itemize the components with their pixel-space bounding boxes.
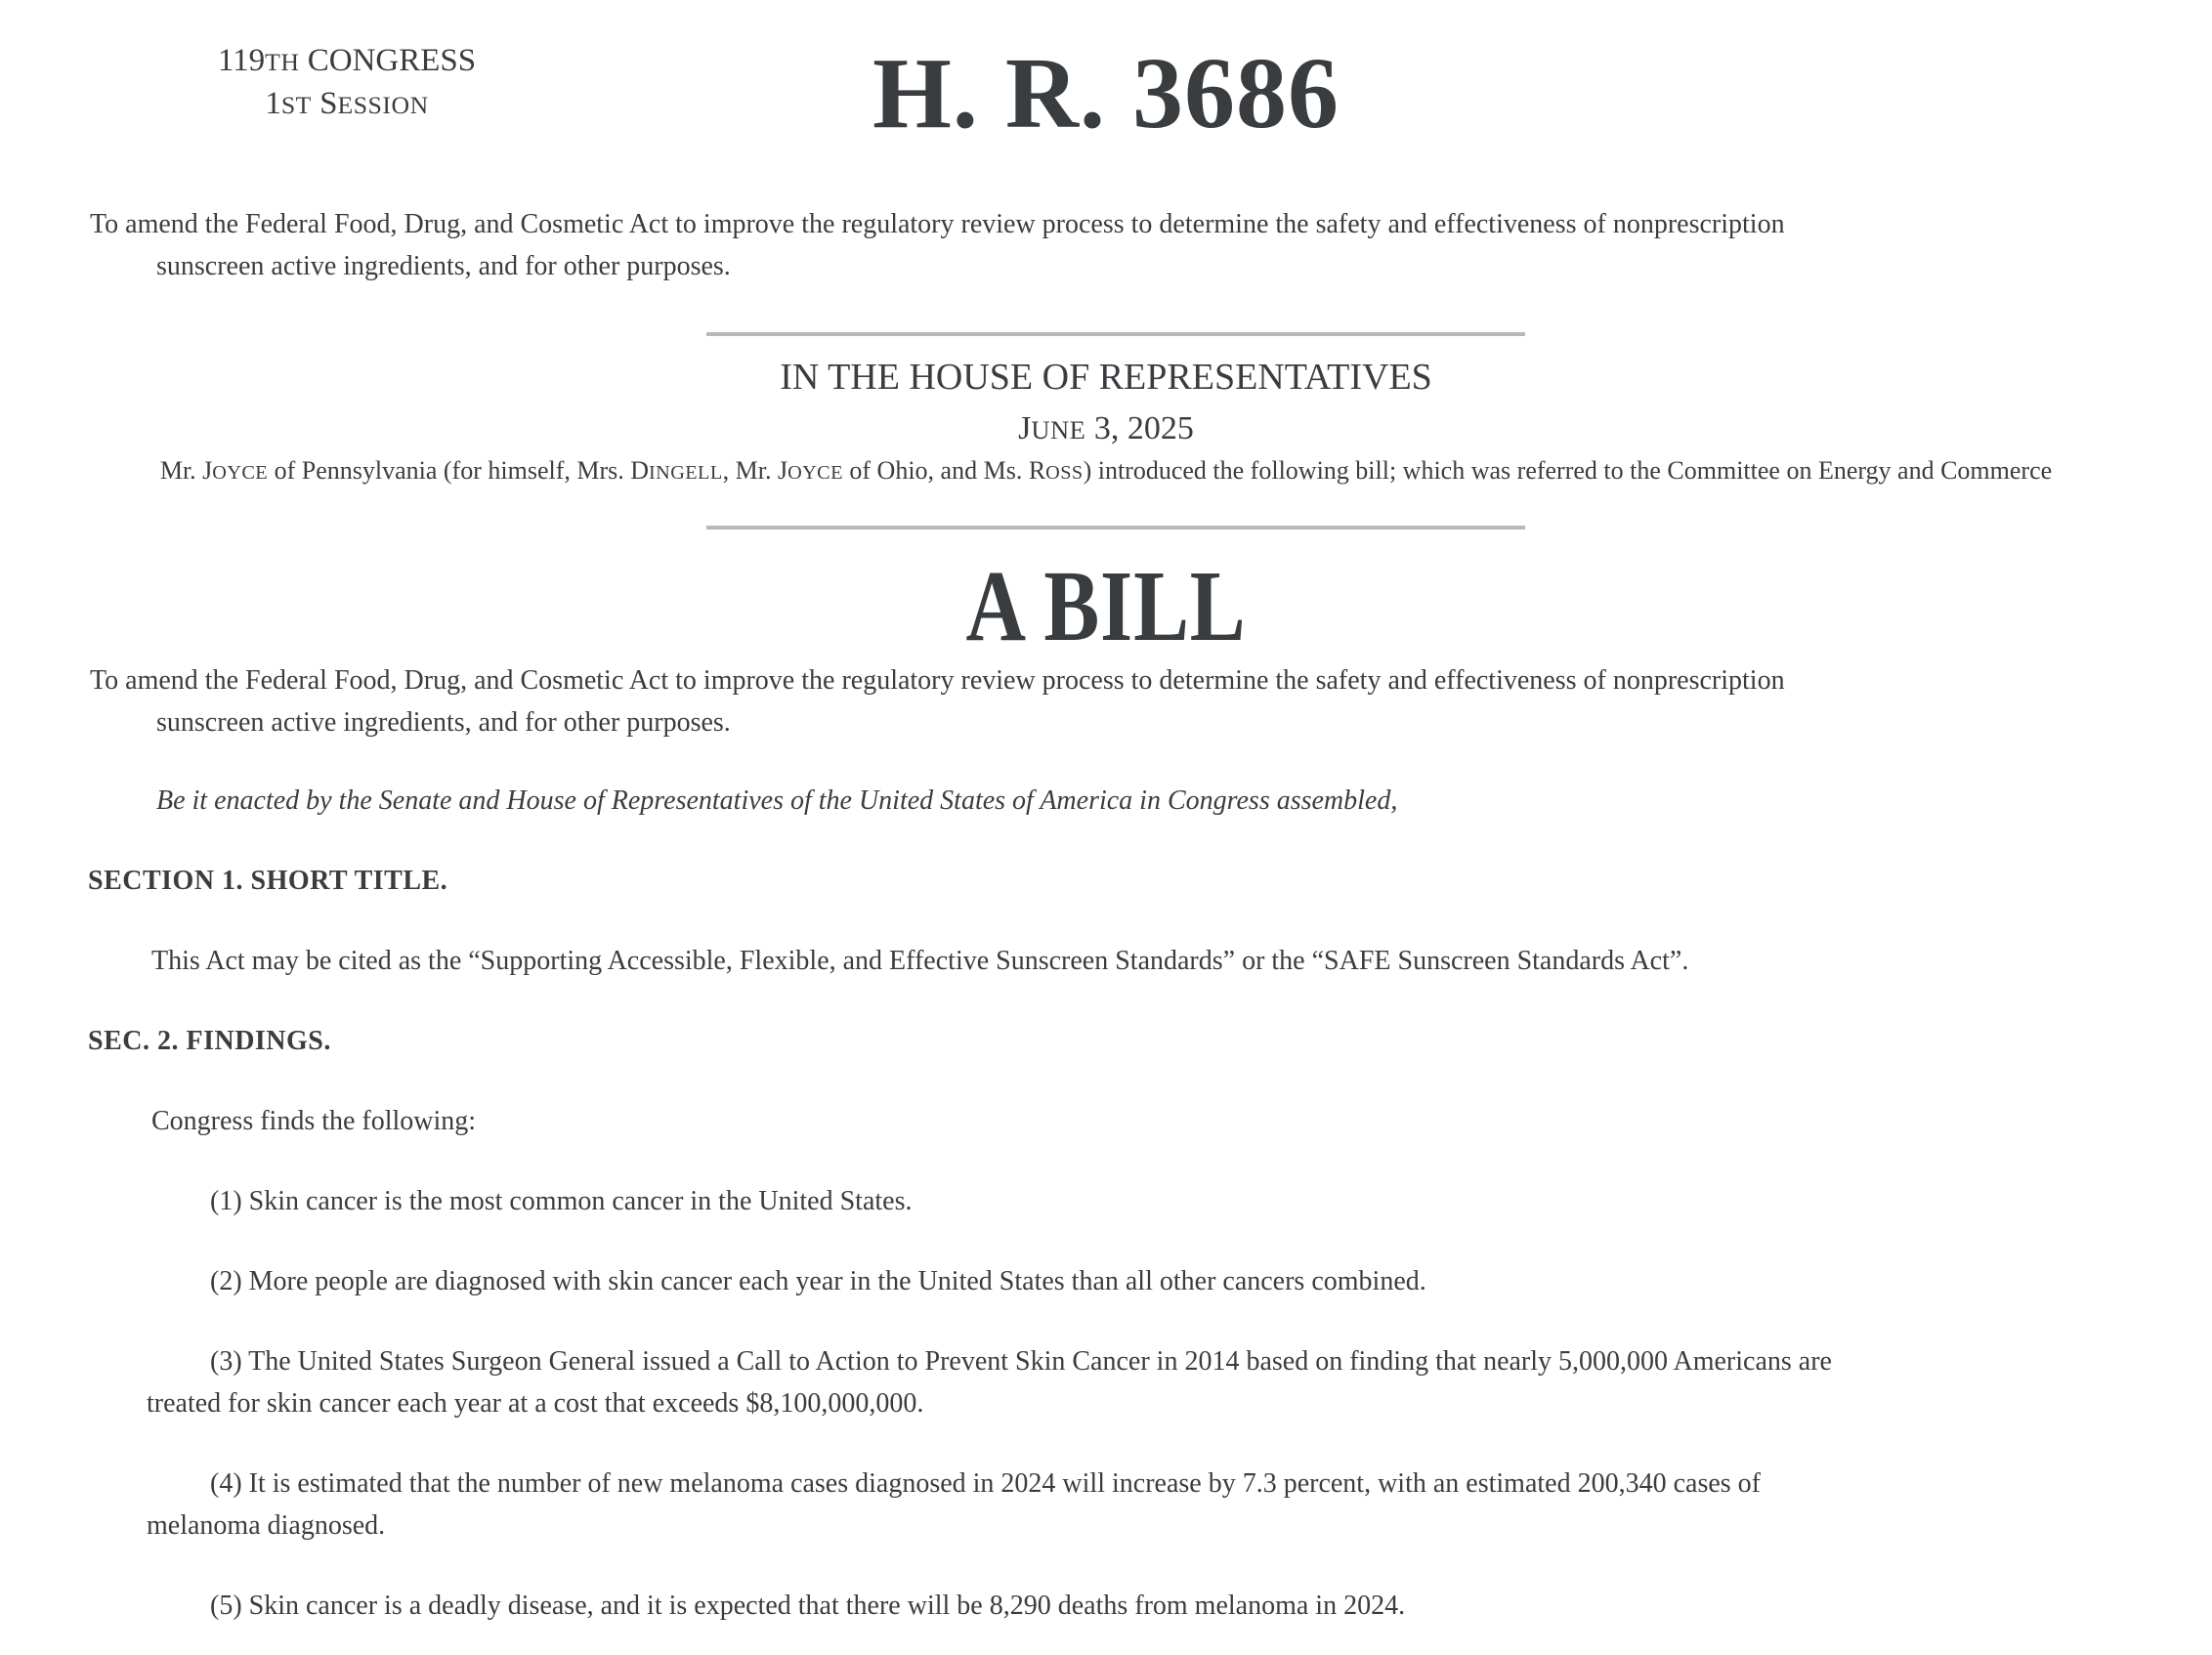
- separator-rule-top: [706, 332, 1525, 336]
- small-caps-text: OYCE: [212, 462, 269, 484]
- small-caps-text: INGELL: [649, 462, 723, 484]
- small-caps-text: ESSION: [337, 91, 429, 119]
- text-segment: 1: [265, 86, 281, 121]
- text-segment: S: [311, 86, 338, 121]
- findings-list: [147, 1180, 2212, 1655]
- introduction-date: [0, 409, 2212, 449]
- finding-item: [147, 1180, 2212, 1222]
- text-line: melanoma diagnosed.: [147, 1510, 386, 1541]
- finding-item: [147, 1340, 2212, 1424]
- text-segment: of Pennsylvania (for himself, Mrs. D: [268, 456, 650, 485]
- text-line: treated for skin cancer each year at a cost that exceeds $8,100,000,000.: [147, 1388, 924, 1419]
- section-1-heading: SECTION 1. SHORT TITLE.: [88, 866, 448, 896]
- text-line: (5) Skin cancer is a deadly disease, and it is expected that there will be 8,290 deaths from melanoma in 2024.: [210, 1591, 1406, 1621]
- preamble-paragraph: [90, 203, 1785, 287]
- small-caps-text: UNE: [1031, 415, 1086, 445]
- sponsor-line: [0, 455, 2212, 486]
- enacting-clause: Be it enacted by the Senate and House of Representatives of the United States of America in Congress assembled,: [156, 785, 1398, 816]
- text-line: (3) The United States Surgeon General issued a Call to Action to Prevent Skin Cancer in 2014 based on finding that nearly 5,000,000 Americans are: [210, 1346, 1832, 1377]
- separator-rule-bottom: [706, 526, 1525, 530]
- section-2-intro: Congress finds the following:: [151, 1106, 477, 1136]
- a-bill-heading: A BILL: [965, 550, 1247, 662]
- preamble-paragraph-2: [90, 659, 1785, 743]
- text-line: To amend the Federal Food, Drug, and Cosmetic Act to improve the regulatory review process to determine the safety and effectiveness of nonprescription: [90, 209, 1785, 239]
- finding-item: [147, 1463, 2212, 1547]
- text-segment: 119: [217, 43, 266, 78]
- text-segment: of Ohio, and Ms. R: [842, 456, 1046, 485]
- text-segment: Mr. J: [159, 456, 213, 485]
- text-line: (1) Skin cancer is the most common cancer in the United States.: [210, 1186, 913, 1216]
- section-1-body: This Act may be cited as the “Supporting Accessible, Flexible, and Effective Sunscreen Standards” or the “SAFE Sunscreen Standards Act”.: [151, 946, 1689, 976]
- text-segment: , Mr. J: [722, 456, 788, 485]
- small-caps-text: OYCE: [787, 462, 843, 484]
- text-line: (4) It is estimated that the number of new melanoma cases diagnosed in 2024 will increase by 7.3 percent, with an estimated 200,340 cases of: [210, 1468, 1761, 1499]
- small-caps-text: OSS: [1045, 462, 1084, 484]
- section-2-heading: SEC. 2. FINDINGS.: [88, 1026, 331, 1056]
- text-segment: 3, 2025: [1085, 410, 1194, 446]
- text-line: sunscreen active ingredients, and for other purposes.: [156, 707, 731, 738]
- text-line: To amend the Federal Food, Drug, and Cosmetic Act to improve the regulatory review process to determine the safety and effectiveness of nonprescription: [90, 665, 1785, 696]
- text-segment: ) introduced the following bill; which was referred to the Committee on Energy and Commerce: [1083, 456, 2053, 485]
- small-caps-text: TH: [265, 48, 300, 76]
- small-caps-text: ST: [280, 91, 312, 119]
- bill-number-heading: H. R. 3686: [872, 37, 1340, 149]
- finding-item: [147, 1260, 2212, 1302]
- text-segment: J: [1018, 410, 1032, 446]
- house-heading: IN THE HOUSE OF REPRESENTATIVES: [780, 357, 1432, 398]
- text-line: sunscreen active ingredients, and for other purposes.: [156, 251, 731, 281]
- text-segment: CONGRESS: [299, 43, 477, 78]
- finding-item: [147, 1585, 2212, 1627]
- text-line: (2) More people are diagnosed with skin cancer each year in the United States than all other cancers combined.: [210, 1266, 1426, 1296]
